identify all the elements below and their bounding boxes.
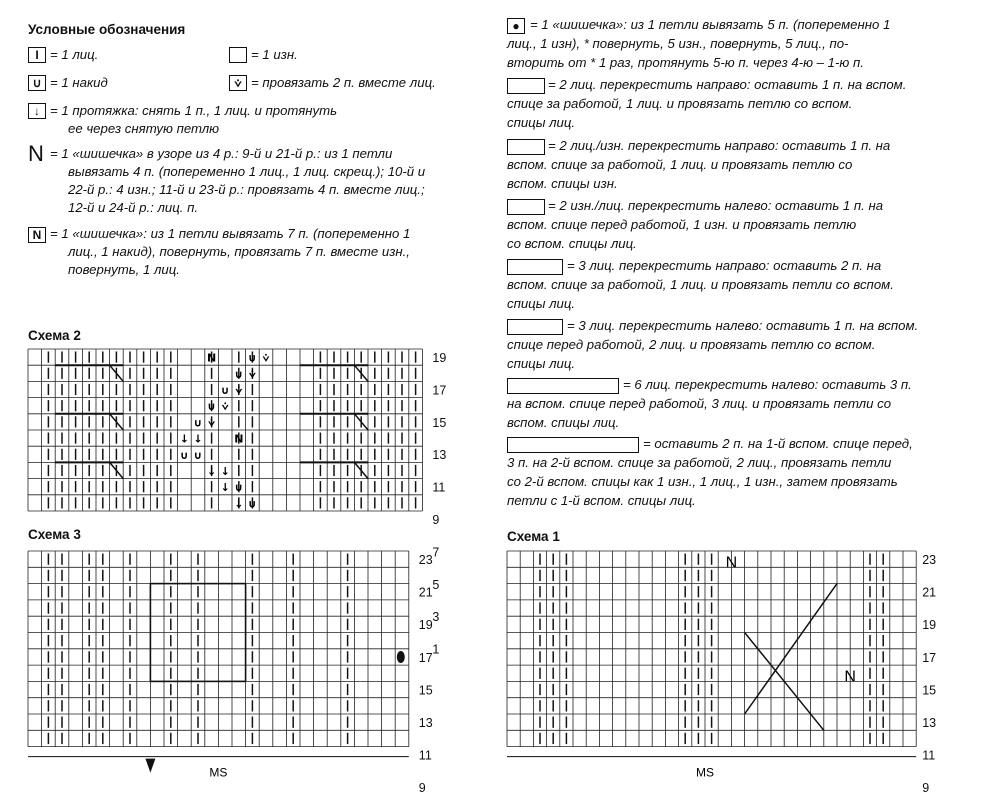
scheme2-row-label: 19 bbox=[432, 350, 447, 365]
stitch-symbol: ∪ bbox=[247, 497, 257, 511]
scheme1-row-label: 9 bbox=[922, 781, 930, 796]
bobble5-symbol: ● bbox=[507, 18, 525, 34]
scheme2-row-label: 15 bbox=[432, 415, 447, 430]
scheme1-row-label: 15 bbox=[922, 683, 937, 698]
legend-c3r-3: спицы лиц. bbox=[507, 296, 576, 311]
scheme2-row-label: 9 bbox=[432, 512, 440, 527]
k2tog-symbol: ⩒ bbox=[229, 75, 247, 91]
legend-purl: = 1 изн. bbox=[251, 47, 298, 62]
legend-knit: = 1 лиц. bbox=[50, 47, 99, 62]
stitch-symbol: ⩒ bbox=[262, 351, 270, 365]
legend-c6l-2: на вспом. спице перед работой, 3 лиц. и провязать петли со bbox=[507, 396, 892, 411]
legend-c2lp-3: со вспом. спицы лиц. bbox=[507, 236, 637, 251]
scheme2-row-label: 3 bbox=[432, 610, 440, 625]
scheme3-title: Схема 3 bbox=[28, 527, 81, 542]
legend-c5-1: = оставить 2 п. на 1-й вспом. спице перед, bbox=[643, 436, 913, 451]
legend-c3r-2: вспом. спице за работой, 1 лиц. и провязать петли со вспом. bbox=[507, 277, 894, 292]
ms-label: MS bbox=[209, 765, 228, 780]
stitch-symbol: ∪ bbox=[234, 481, 244, 495]
scheme2-row-label: 13 bbox=[432, 448, 447, 463]
cable-mark bbox=[354, 365, 368, 381]
stitch-symbol: ∪ bbox=[247, 351, 257, 365]
legend-c3r-1: = 3 лиц. перекрестить направо: оставить 2 п. на bbox=[567, 258, 882, 273]
legend-c3l-2: спице перед работой, 2 лиц. и провязать петлю со вспом. bbox=[507, 337, 876, 352]
legend-c3l-3: спицы лиц. bbox=[507, 356, 576, 371]
bobble-icon bbox=[397, 651, 405, 663]
bobble4-symbol: N bbox=[28, 141, 44, 166]
scheme3-row-label: 15 bbox=[418, 683, 433, 698]
stitch-symbol: ∪ bbox=[207, 400, 217, 414]
stitch-symbol: ↓ bbox=[193, 432, 203, 446]
legend-c2rp-1: = 2 лиц./изн. перекрестить направо: оставить 1 п. на bbox=[548, 138, 891, 153]
legend-c2r-2: спице за работой, 1 лиц. и провязать петлю со вспом. bbox=[507, 96, 853, 111]
scheme2-row-label: 5 bbox=[432, 577, 440, 592]
legend-broach-1: = 1 протяжка: снять 1 п., 1 лиц. и протянуть bbox=[50, 103, 338, 118]
scheme2-row-label: 17 bbox=[432, 383, 447, 398]
scheme1-row-label: 19 bbox=[922, 618, 937, 633]
scheme3-row-label: 13 bbox=[418, 716, 433, 731]
stitch-symbol: ⩒ bbox=[221, 400, 229, 414]
legend-c2r-3: спицы лиц. bbox=[507, 115, 576, 130]
scheme3-row-label: 19 bbox=[418, 618, 433, 633]
scheme1-row-label: 23 bbox=[922, 553, 937, 568]
scheme2-row-label: 1 bbox=[432, 642, 440, 657]
stitch-symbol: ∪ bbox=[193, 416, 203, 430]
scheme1-grid bbox=[507, 551, 936, 798]
stitch-symbol: ↓ bbox=[206, 465, 217, 479]
legend-c2lp-1: = 2 изн./лиц. перекрестить налево: оставить 1 п. на bbox=[548, 198, 884, 213]
stitch-symbol: ↓ bbox=[234, 497, 244, 511]
legend-c5-4: петли с 1-й вспом. спицы лиц. bbox=[507, 493, 696, 508]
cable-mark bbox=[110, 414, 124, 430]
scheme3-row-label: 23 bbox=[418, 553, 433, 568]
legend-c3l-1: = 3 лиц. перекрестить налево: оставить 1 п. на вспом. bbox=[567, 318, 919, 333]
scheme2-row-label: 11 bbox=[432, 480, 446, 495]
broach-symbol: ↓ bbox=[28, 103, 46, 119]
legend-c6l-3: вспом. спицы лиц. bbox=[507, 415, 620, 430]
legend-c2r-1: = 2 лиц. перекрестить направо: оставить 1 п. на вспом. bbox=[548, 77, 907, 92]
bobble-symbol: N bbox=[725, 554, 738, 572]
cable-mark bbox=[354, 462, 368, 478]
stitch-symbol: ⩒ bbox=[235, 384, 243, 398]
scheme3-grid bbox=[28, 551, 433, 798]
legend-k2tog: = провязать 2 п. вместе лиц. bbox=[251, 75, 436, 90]
stitch-symbol: ↓ bbox=[179, 432, 190, 446]
scheme3-row-label: 11 bbox=[418, 748, 432, 763]
scheme1-row-label: 17 bbox=[922, 650, 937, 665]
scheme3-row-label: 17 bbox=[418, 650, 433, 665]
yarn-over-symbol: ∪ bbox=[28, 75, 46, 91]
legend-bobble7-3: повернуть, 1 лиц. bbox=[68, 262, 180, 277]
legend-c2lp-2: вспом. спице перед работой, 1 изн. и провязать петлю bbox=[507, 217, 857, 232]
stitch-symbol: ⩒ bbox=[249, 367, 256, 381]
legend-bobble4-3: 22-й р.: 4 изн.; 11-й и 23-й р.: провязать 4 п. вместе лиц.; bbox=[68, 182, 425, 197]
scheme2-title: Схема 2 bbox=[28, 328, 81, 343]
legend-bobble4-2: вывязать 4 п. (попеременно 1 лиц., 1 лиц. скрещ.); 10-й и bbox=[68, 164, 426, 179]
legend-c2rp-2: вспом. спице за работой, 1 лиц. и провязать петлю со bbox=[507, 157, 853, 172]
legend-bobble4-4: 12-й и 24-й р.: лиц. п. bbox=[68, 200, 199, 215]
legend-c6l-1: = 6 лиц. перекрестить налево: оставить 3 п. bbox=[623, 377, 912, 392]
legend-title: Условные обозначения bbox=[28, 22, 186, 37]
scheme3-row-label: 21 bbox=[418, 585, 433, 600]
scheme2-row-label: 7 bbox=[432, 545, 440, 560]
scheme1-row-label: 21 bbox=[922, 585, 937, 600]
legend-bobble7-2: лиц., 1 накид), повернуть, провязать 7 п. вместе изн., bbox=[68, 244, 410, 259]
scheme1-row-label: 13 bbox=[922, 716, 937, 731]
stitch-symbol: ↓ bbox=[220, 481, 230, 495]
ms-label: MS bbox=[696, 765, 714, 780]
legend-yarn-over: = 1 накид bbox=[50, 75, 108, 90]
cable-mark bbox=[110, 462, 124, 478]
bobble7-symbol: N bbox=[28, 227, 46, 243]
stitch-symbol: ∪ bbox=[220, 384, 230, 398]
stitch-symbol: ∪ bbox=[179, 448, 189, 462]
knit-symbol: I bbox=[28, 47, 46, 63]
bobble-symbol: N bbox=[844, 668, 856, 686]
scheme1-title: Схема 1 bbox=[507, 529, 560, 544]
legend-bobble7-1: = 1 «шишечка»: из 1 петли вывязать 7 п. (попеременно 1 bbox=[50, 226, 411, 241]
legend-bobble5-1: = 1 «шишечка»: из 1 петли вывязать 5 п. (попеременно 1 bbox=[530, 17, 891, 32]
stitch-symbol: N bbox=[234, 432, 244, 446]
legend-c5-3: со 2-й вспом. спицы как 1 изн., 1 лиц., 1 изн., затем провязать bbox=[507, 474, 898, 489]
arrow-up-icon bbox=[145, 759, 155, 773]
legend-bobble5-2: лиц., 1 изн), * повернуть, 5 изн., повернуть, 5 лиц., по- bbox=[507, 36, 849, 51]
stitch-symbol: ⩒ bbox=[208, 416, 215, 430]
stitch-symbol: ∪ bbox=[234, 367, 244, 381]
legend-bobble4-1: = 1 «шишечка» в узоре из 4 р.: 9-й и 21-й р.: из 1 петли bbox=[50, 146, 393, 161]
cable-mark bbox=[354, 414, 368, 430]
cable-mark bbox=[110, 365, 124, 381]
stitch-symbol: N bbox=[206, 351, 217, 365]
stitch-symbol: ∪ bbox=[193, 448, 203, 462]
legend-broach-2: ее через снятую петлю bbox=[68, 121, 220, 136]
scheme2-grid bbox=[28, 349, 446, 657]
legend-c2rp-3: вспом. спицы изн. bbox=[507, 176, 618, 191]
legend-c5-2: 3 п. на 2-й вспом. спице за работой, 2 лиц., провязать петли bbox=[507, 455, 892, 470]
scheme1-row-label: 11 bbox=[922, 748, 936, 763]
legend-bobble5-3: вторить от * 1 раз, протянуть 5-ю п. через 4-ю – 1-ю п. bbox=[507, 55, 864, 70]
scheme3-row-label: 9 bbox=[418, 781, 426, 796]
stitch-symbol: ↓ bbox=[220, 465, 230, 479]
